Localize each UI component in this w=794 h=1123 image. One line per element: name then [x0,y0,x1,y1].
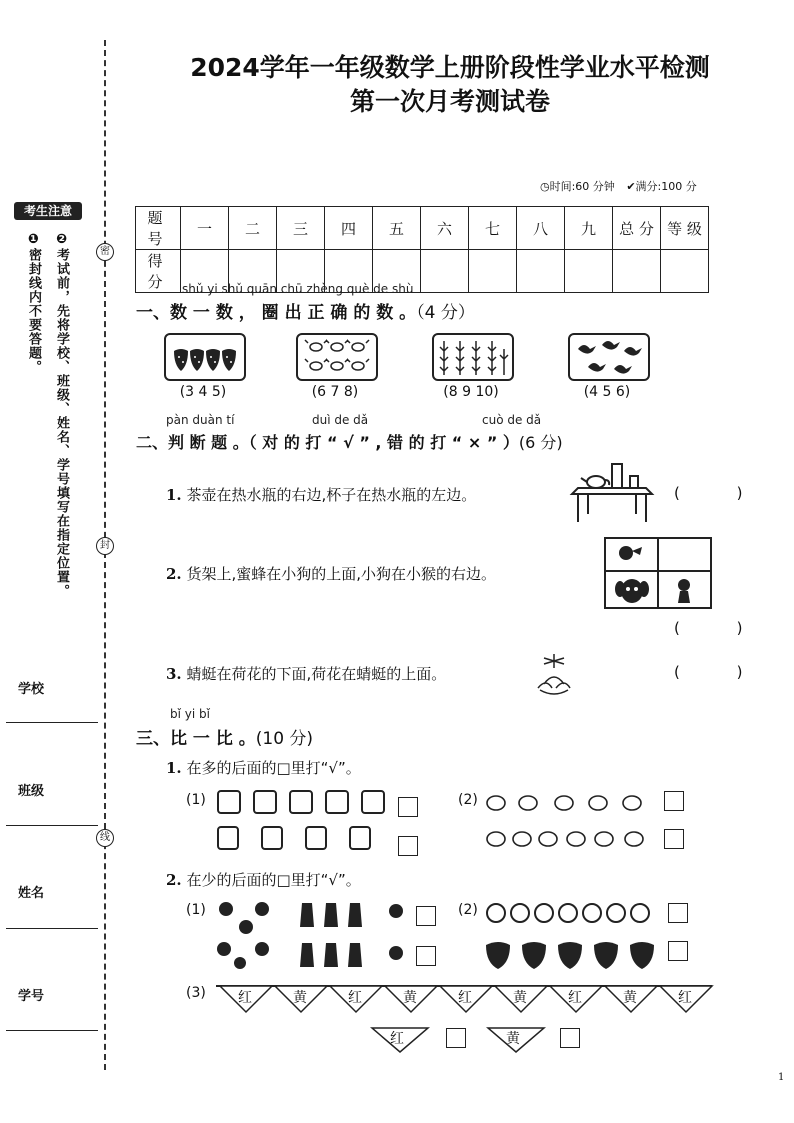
bird-icons [570,335,648,379]
seal-mark-feng: 封 [96,537,114,555]
field-line-name[interactable] [6,928,98,929]
col-6: 六 [421,207,469,250]
field-line-school[interactable] [6,722,98,723]
checkbox-1-2-top[interactable] [664,791,684,811]
col-2: 二 [229,207,277,250]
sub3-1-text: 在多的后面的□里打“√”。 [186,759,361,777]
q2-1-text: 茶壶在热水瓶的右边,杯子在热水瓶的左边。 [186,486,477,504]
col-4: 四 [325,207,373,250]
col-grade: 等 级 [661,207,709,250]
field-label-name: 姓名 [18,886,45,901]
flag-9: 红 [678,990,692,1006]
checkbox-flag-red[interactable] [446,1028,466,1048]
seal-dashed-line [104,40,106,1070]
checkbox-1-1-bottom[interactable] [398,836,418,856]
col-7: 七 [469,207,517,250]
notice-1-text: 密封线内不要答题。 [26,248,41,374]
flag-2: 黄 [293,990,307,1006]
checkbox-2-1-bottom[interactable] [416,946,436,966]
sub1-1-label: (1) [186,792,206,808]
col-1: 一 [181,207,229,250]
picture-crabs [296,333,378,381]
checkbox-1-1-top[interactable] [398,797,418,817]
field-label-school: 学校 [18,682,45,697]
full-score: ✔满分:100 分 [626,180,697,193]
score-table [135,206,709,293]
section3-title [136,724,313,749]
section3-points: (10 分) [255,729,314,749]
notice-2-text: 考试前，先将学校、班级、姓名、学号填写在指定位置。 [54,248,69,598]
answer-flag-red-label: 红 [390,1031,404,1047]
section2-title-text: 二、判 断 题 。（ 对 的 打 “ √ ” , 错 的 打 “ × ” ） [136,433,519,452]
dragonfly-lotus-illustration [530,650,580,698]
notice-item-2 [52,232,70,632]
score-cell[interactable] [661,250,709,293]
bee-dog-monkey-figures [615,546,690,603]
picture-strawberries [164,333,246,381]
sub3-2 [166,869,361,890]
sub3-2-num: 2. [166,871,182,889]
col-8: 八 [517,207,565,250]
choice-group-1[interactable]: (3 4 5) [179,384,227,400]
seal-mark-xian: 线 [96,829,114,847]
checkbox-2-1-top[interactable] [416,906,436,926]
field-line-id[interactable] [6,1030,98,1031]
seal-mark-mi: 密 [96,243,114,261]
score-cell[interactable] [565,250,613,293]
picture-birds [568,333,650,381]
vegetables-rows [210,897,410,975]
col-5: 五 [373,207,421,250]
page-number: 1 [778,1072,785,1083]
choice-group-2[interactable]: (6 7 8) [311,384,359,400]
checkbox-2-2-top[interactable] [668,903,688,923]
q2-3-text: 蜻蜓在荷花的下面,荷花在蜻蜓的上面。 [186,665,447,683]
page-title: 2024学年一年级数学上册阶段性学业水平检测 [190,53,710,82]
sub3-2-text: 在少的后面的□里打“√”。 [186,871,361,889]
q2-3 [166,663,446,684]
plant-icons [434,335,512,379]
col-9: 九 [565,207,613,250]
checkbox-2-2-bottom[interactable] [668,941,688,961]
q2-2-num: 2. [166,565,182,583]
q2-1-answer[interactable]: ( ) [674,484,769,502]
section2-pinyin-b: duì de dǎ [312,413,369,427]
apples-strawberries-rows [484,897,664,969]
answer-flag-yellow-label: 黄 [506,1031,520,1047]
score-table-header-row [136,207,709,250]
notice-item-1 [24,232,42,374]
flag-1: 红 [238,990,252,1006]
flag-7: 红 [568,990,582,1006]
table-teapot-illustration [566,460,656,526]
field-line-class[interactable] [6,825,98,826]
col-3: 三 [277,207,325,250]
cups-mugs-rows [214,787,390,857]
chicks-ducks-rows [484,787,656,857]
choice-group-4[interactable]: (4 5 6) [583,384,631,400]
crab-icons [298,335,376,379]
sub3-1 [166,757,361,778]
exam-meta [540,178,705,194]
q2-3-num: 3. [166,665,182,683]
section2-pinyin-c: cuò de dǎ [482,413,542,427]
section2-pinyin-a: pàn duàn tí [166,413,235,427]
time-limit: ◷时间:60 分钟 [540,180,615,193]
section2-title [136,430,563,453]
checkbox-1-2-bottom[interactable] [664,829,684,849]
row-label-question: 题 号 [136,207,181,250]
flag-5: 红 [458,990,472,1006]
sub3-1-num: 1. [166,759,182,777]
section3-pinyin: bǐ yi bǐ [170,707,210,721]
sub1-2-label: (2) [458,792,478,808]
page-subtitle: 第一次月考测试卷 [349,87,550,116]
flag-4: 黄 [403,990,417,1006]
score-cell[interactable] [613,250,661,293]
choice-group-3[interactable]: (8 9 10) [443,384,499,400]
flag-6: 黄 [513,990,527,1006]
section1-points: （4 分） [416,303,475,323]
q2-2-text: 货架上,蜜蜂在小狗的上面,小狗在小猴的右边。 [186,565,496,583]
score-cell[interactable] [517,250,565,293]
section3-title-text: 三、比 一 比 。 [136,729,256,749]
sub2-1-label: (1) [186,902,206,918]
notice-title: 考生注意 [14,202,82,220]
q2-2-answer[interactable]: ( ) [674,619,769,637]
q2-1 [166,484,476,505]
score-cell[interactable] [469,250,517,293]
shelf-grid-illustration [604,537,712,609]
checkbox-flag-yellow[interactable] [560,1028,580,1048]
section2-points: (6 分) [518,433,563,452]
q2-2 [166,563,496,584]
sub2-2-label: (2) [458,902,478,918]
section1-title [136,298,475,323]
flag-3: 红 [348,990,362,1006]
flag-8: 黄 [623,990,637,1006]
notice-1-number: ❶ [26,232,41,248]
field-label-class: 班级 [18,784,45,799]
q2-3-answer[interactable]: ( ) [674,663,769,681]
q2-1-num: 1. [166,486,182,504]
row-label-score: 得 分 [136,250,181,293]
sub2-3-label: (3) [186,985,206,1001]
field-label-id: 学号 [18,989,45,1004]
section1-pinyin: shǔ yi shǔ quān chū zhèng què de shù [182,282,414,296]
score-cell[interactable] [421,250,469,293]
picture-plants [432,333,514,381]
strawberry-icons [166,335,244,379]
notice-2-number: ❷ [54,232,69,248]
section1-title-text: 一、数 一 数 ， 圈 出 正 确 的 数 。 [136,303,417,323]
col-total: 总 分 [613,207,661,250]
